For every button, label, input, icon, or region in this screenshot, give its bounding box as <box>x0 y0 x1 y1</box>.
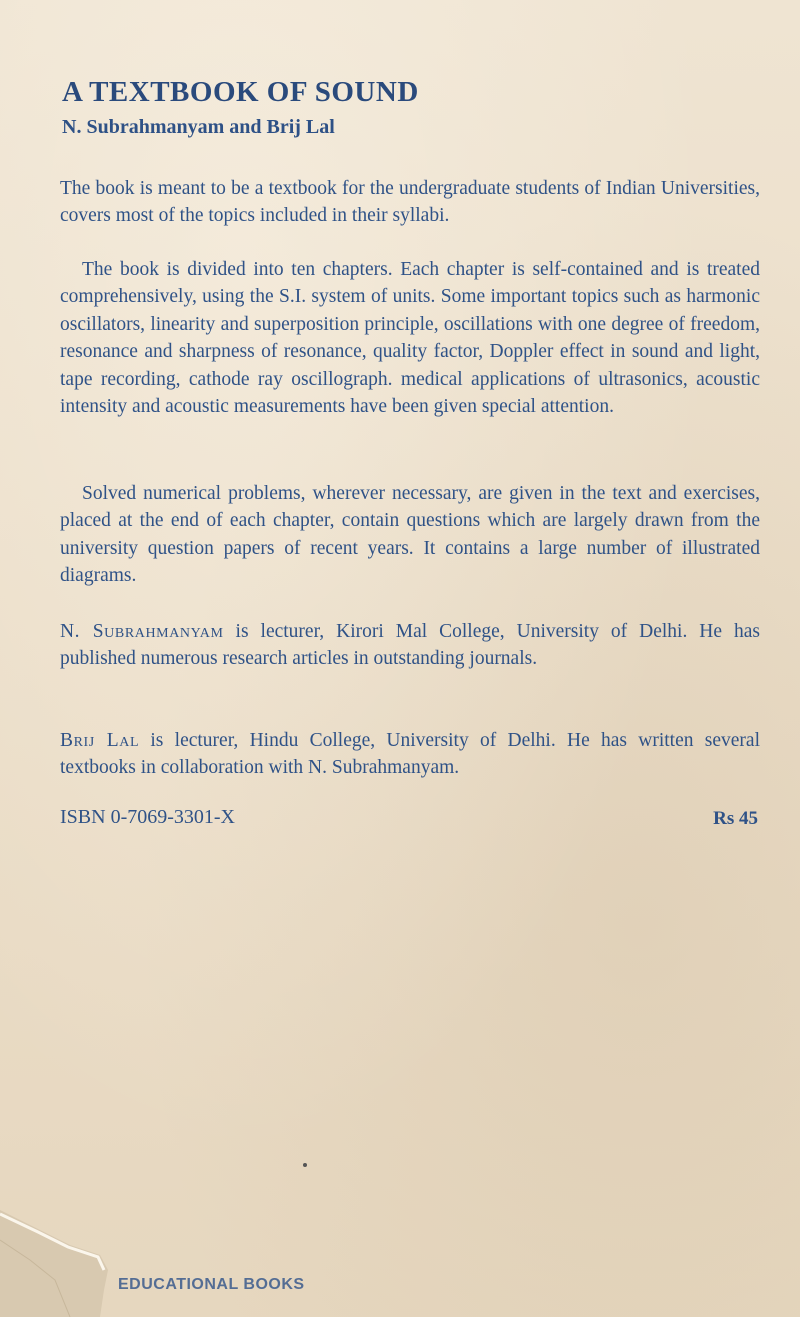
description-paragraph-2: The book is divided into ten chapters. Each chapter is self-contained and is treated comprehensively, using the S.I. system of units. Some important topics such as harmonic oscillators, linearity and superposition principle, oscillations with one degree of freedom, resonance and sharpness of resonance, quality factor, Doppler effect in sound and light, tape recording, cathode ray oscillograph. medical applications of ultrasonics, acoustic intensity and acoustic measurements have been given special attention. <box>60 259 760 418</box>
author-name: Brij Lal <box>60 730 140 751</box>
torn-corner <box>0 1200 120 1317</box>
description-paragraph-1: The book is meant to be a textbook for the undergraduate students of Indian Universities, covers most of the topics included in their syllabi. <box>60 178 760 227</box>
author-bio-text: is lecturer, Kirori Mal College, University of Delhi. He has published numerous research articles in outstanding journals. <box>60 621 760 670</box>
book-title: A TEXTBOOK OF SOUND <box>62 76 419 108</box>
price-label: Rs 45 <box>713 808 758 829</box>
ink-speck <box>303 1163 307 1167</box>
author-bio-text: is lecturer, Hindu College, University of Delhi. He has written several textbooks in collaboration with N. Subrahmanyam. <box>60 730 760 779</box>
author-name: N. Subrahmanyam <box>60 621 224 642</box>
description-paragraph-3: Solved numerical problems, wherever necessary, are given in the text and exercises, placed at the end of each chapter, contain questions which are largely drawn from the university question papers of recent years. It contains a large number of illustrated diagrams. <box>60 483 760 587</box>
book-authors: N. Subrahmanyam and Brij Lal <box>62 116 335 138</box>
author-bio-subrahmanyam <box>60 618 760 673</box>
author-bio-brij-lal <box>60 727 760 782</box>
isbn-number: ISBN 0-7069-3301-X <box>60 806 235 828</box>
publisher-imprint: EDUCATIONAL BOOKS <box>118 1276 305 1293</box>
